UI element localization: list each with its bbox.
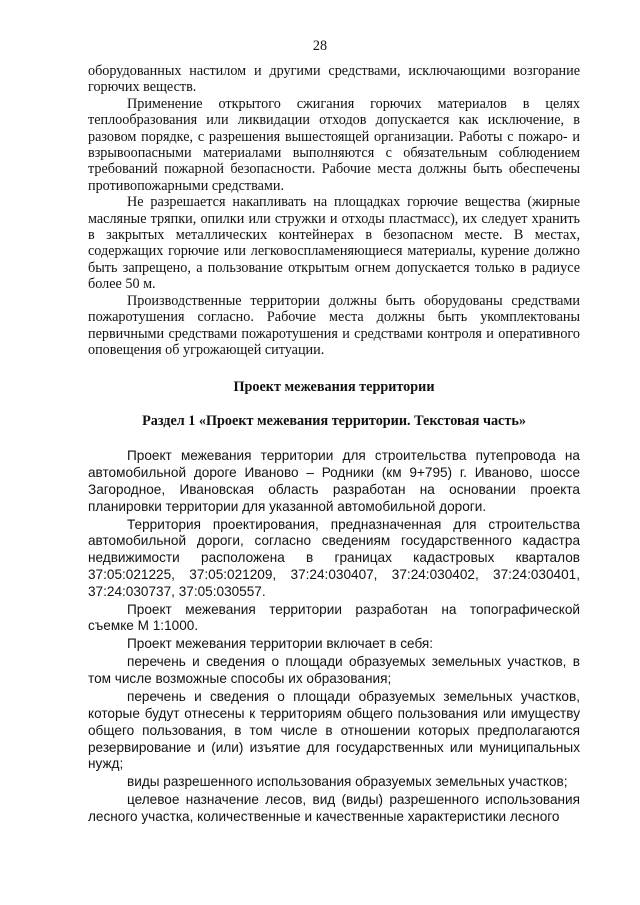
- section-heading: Раздел 1 «Проект межевания территории. Текстовая часть»: [142, 412, 526, 429]
- paragraph: Применение открытого сжигания горючих материалов в целях теплообразования или ликвидации отходов допускается как исключение, в разовом порядке, с разрешения вышестоящей организации. Работы с пожаро- и взрывоопасными материалами выполняются с обязательным соблюдением требований пожарной безопасности. Рабочие места должны быть обеспечены противопожарными средствами.: [88, 95, 580, 194]
- list-item: перечень и сведения о площади образуемых земельных участков, которые будут отнесены к территориям общего пользования или имуществу общего пользования, в том числе в отношении которых предполагаются резервирование и (или) изъятие для государственных или муниципальных нужд;: [88, 689, 580, 772]
- main-heading: Проект межевания территории: [233, 379, 435, 396]
- paragraph: оборудованных настилом и другими средствами, исключающими возгорание горючих веществ.: [88, 63, 580, 96]
- paragraph: Не разрешается накапливать на площадках горючие вещества (жирные масляные тряпки, опилки или стружки и отходы пластмасс), их следует хранить в закрытых металлических контейнерах в безопасном месте. В местах, содержащих горючие или легковоспламеняющиеся материалы, курение должно быть запрещено, а пользование открытым огнем допускается только в радиусе более 50 м.: [88, 194, 580, 293]
- list-item: виды разрешенного использования образуемых земельных участков;: [127, 774, 568, 790]
- paragraph: Территория проектирования, предназначенная для строительства автомобильной дороги, согласно сведениям государственного кадастра недвижимости расположена в границах кадастровых кварталов 37:05:021225, 37:05:021209, 37:24:030407, 37:24:030402, 37:24:030401, 37:24:030737, 37:05:030557.: [88, 516, 580, 599]
- paragraph: Проект межевания территории включает в себя:: [127, 636, 434, 652]
- page-content: [88, 63, 580, 827]
- fire-safety-section: [88, 63, 580, 358]
- land-survey-section: [88, 448, 580, 826]
- page-number: 28: [312, 38, 328, 54]
- list-item: перечень и сведения о площади образуемых земельных участков, в том числе возможные способы их образования;: [88, 654, 580, 687]
- paragraph: Проект межевания территории разработан на топографической съемке М 1:1000.: [88, 601, 580, 634]
- paragraph: Производственные территории должны быть оборудованы средствами пожаротушения согласно. Рабочие места должны быть укомплектованы первичными средствами пожаротушения и средствами контроля и оперативного оповещения об угрожающей ситуации.: [88, 292, 580, 358]
- paragraph: Проект межевания территории для строительства путепровода на автомобильной дороге Иваново – Родники (км 9+795) г. Иваново, шоссе Загородное, Ивановская область разработан на основании проекта планировки территории для указанной автомобильной дороги.: [88, 448, 580, 514]
- list-item: целевое назначение лесов, вид (виды) разрешенного использования лесного участка, количественные и качественные характеристики лесного: [88, 792, 580, 825]
